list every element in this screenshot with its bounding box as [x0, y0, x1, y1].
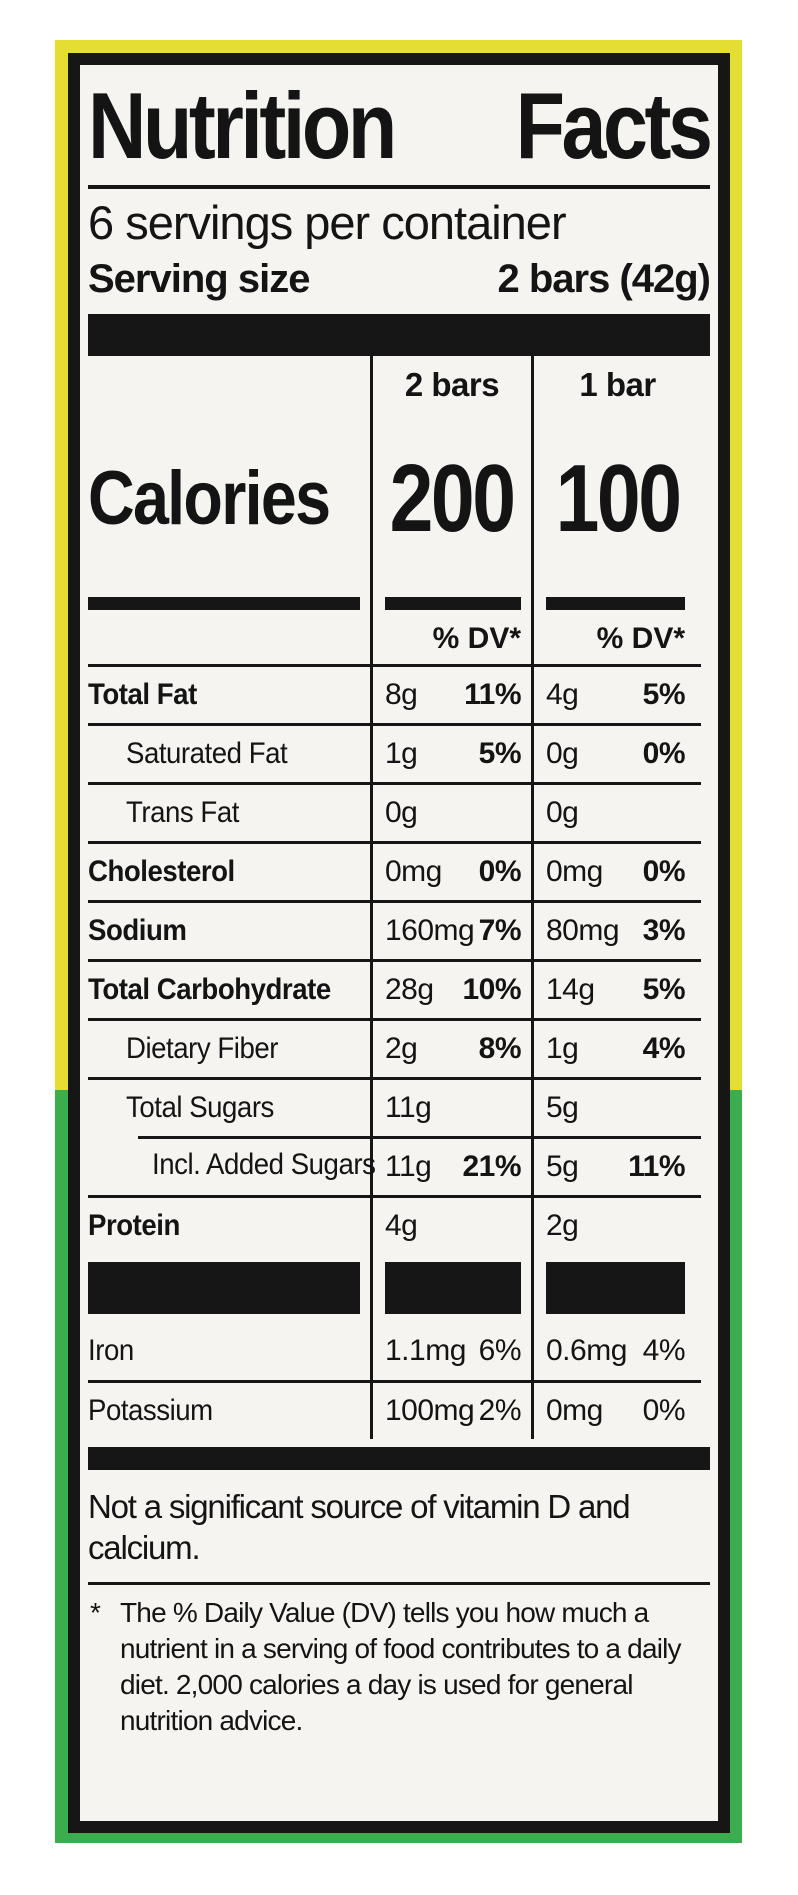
nutrient-value-cell: 0mg 0%	[373, 841, 531, 900]
daily-value-footnote	[88, 1595, 710, 1738]
percent-dv-header: % DV*	[596, 621, 685, 655]
nutrient-name: Dietary Fiber	[88, 1018, 370, 1077]
nutrient-value-cell: 14g 5%	[534, 959, 701, 1018]
nutrient-name: Trans Fat	[88, 782, 370, 841]
serving-size-row	[88, 257, 710, 302]
nutrient-value-cell: 2g	[534, 1195, 701, 1254]
nutrition-table	[88, 356, 710, 1439]
nutrition-facts-label	[68, 53, 730, 1833]
column-header-2-bars: 2 bars	[404, 365, 500, 403]
nutrient-value-cell: 160mg 7%	[373, 900, 531, 959]
nutrient-value-cell: 80mg 3%	[534, 900, 701, 959]
nutrient-name: Total Sugars	[88, 1077, 370, 1136]
mineral-value-cell: 100mg 2%	[373, 1380, 531, 1439]
spacer-cell	[88, 614, 370, 664]
minerals-separator-bar	[373, 1254, 531, 1322]
percent-dv-header: % DV*	[432, 621, 521, 655]
nutrient-name: Protein	[88, 1195, 370, 1254]
minerals-separator-bar	[534, 1254, 701, 1322]
serving-size-label: Serving size	[88, 256, 310, 301]
calories-underbar	[534, 590, 701, 614]
nutrient-value-cell: 0g 0%	[534, 723, 701, 782]
mineral-name: Potassium	[88, 1380, 370, 1439]
column-header-1-bar: 1 bar	[579, 365, 656, 403]
footer-separator-bar	[88, 1447, 710, 1470]
nutrient-value-cell: 0mg 0%	[534, 841, 701, 900]
calories-underbar	[373, 590, 531, 614]
calories-value-2-bars: 200	[390, 444, 514, 552]
nutrient-name: Incl. Added Sugars	[88, 1136, 370, 1195]
nutrient-name: Sodium	[88, 900, 370, 959]
nutrient-name: Saturated Fat	[88, 723, 370, 782]
nutrient-value-cell: 4g 5%	[534, 664, 701, 723]
nutrient-name: Total Carbohydrate	[88, 959, 370, 1018]
insignificant-source-note: Not a significant source of vitamin D and calcium.	[88, 1487, 630, 1567]
calories-underbar	[88, 590, 370, 614]
section-separator-bar	[88, 314, 710, 356]
footnote-asterisk: *	[90, 1597, 101, 1629]
title-divider	[88, 185, 710, 189]
package-background	[55, 40, 742, 1843]
calories-label: Calories	[88, 456, 330, 542]
nutrient-value-cell: 4g	[373, 1195, 531, 1254]
mineral-value-cell: 0mg 0%	[534, 1380, 701, 1439]
nutrient-value-cell: 5g	[534, 1077, 701, 1136]
mineral-value-cell: 1.1mg 6%	[385, 1333, 521, 1367]
nutrient-value-cell: 5g 11%	[534, 1136, 701, 1195]
mineral-value-cell: 0.6mg 4%	[546, 1333, 685, 1367]
nutrient-value-cell: 28g 10%	[373, 959, 531, 1018]
nutrient-value-cell: 1g 5%	[373, 723, 531, 782]
nutrient-value-cell: 1g 4%	[534, 1018, 701, 1077]
spacer-cell	[88, 356, 370, 408]
footnote-divider	[88, 1582, 710, 1585]
nutrient-value-cell: 11g 21%	[373, 1136, 531, 1195]
nutrient-name: Cholesterol	[88, 841, 370, 900]
nutrient-value-cell: 8g 11%	[373, 664, 531, 723]
nutrient-value-cell: 2g 8%	[373, 1018, 531, 1077]
mineral-name: Iron	[88, 1333, 134, 1367]
title-word-facts: Facts	[516, 73, 710, 178]
label-title	[88, 75, 710, 177]
minerals-separator-bar	[88, 1254, 370, 1322]
footnote-text: The % Daily Value (DV) tells you how much a nutrient in a serving of food contributes to a daily diet. 2,000 calories a day is used for general nutrition advice.	[120, 1597, 681, 1736]
calories-value-1-bar: 100	[555, 444, 680, 552]
nutrient-value-cell: 11g	[373, 1077, 531, 1136]
servings-per-container: 6 servings per container	[88, 195, 566, 249]
nutrient-value-cell: 0g	[373, 782, 531, 841]
serving-size-value: 2 bars (42g)	[497, 256, 710, 301]
nutrient-name: Total Fat	[88, 664, 370, 723]
nutrient-value-cell: 0g	[534, 782, 701, 841]
title-word-nutrition: Nutrition	[88, 73, 394, 178]
